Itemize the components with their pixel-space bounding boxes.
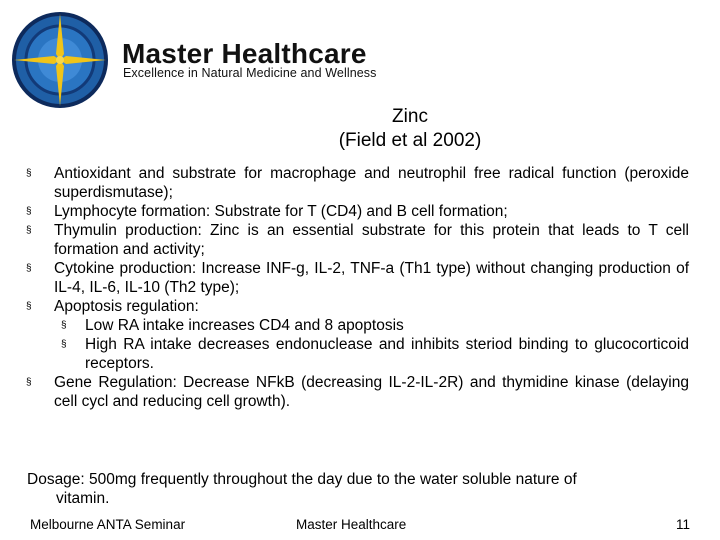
bullet-marker: §: [26, 263, 32, 274]
bullet-text: Thymulin production: Zinc is an essential substrate for this protein that leads to T cell formation and activity;: [54, 222, 689, 258]
brand-tagline: Excellence in Natural Medicine and Wellness: [123, 66, 377, 80]
page-number: 11: [676, 517, 691, 532]
sub-bullet-text: Low RA intake increases CD4 and 8 apoptosis: [85, 317, 404, 334]
bullet-text: Antioxidant and substrate for macrophage and neutrophil free radical function (peroxide superdismutase);: [54, 165, 689, 201]
list-item: [25, 221, 689, 259]
list-item: [25, 202, 689, 221]
slide-title: [50, 105, 720, 153]
list-item: [25, 259, 689, 297]
bullet-text: Cytokine production: Increase INF-g, IL-2, TNF-a (Th1 type) without changing production of IL-4, IL-6, IL-10 (Th2 type);: [54, 260, 689, 296]
footer-event-name: Melbourne ANTA Seminar: [30, 517, 186, 532]
sub-bullet-marker: §: [61, 339, 67, 350]
master-healthcare-logo: [8, 8, 112, 112]
title-line-2: (Field et al 2002): [338, 130, 482, 151]
dosage-line-2: vitamin.: [56, 490, 110, 507]
dosage-line-1: Dosage: 500mg frequently throughout the day due to the water soluble nature of: [27, 471, 577, 488]
bullet-list: [25, 164, 689, 411]
sub-bullet-list: [54, 316, 689, 373]
sub-bullet-text: High RA intake decreases endonuclease and inhibits steriod binding to glucocorticoid receptors.: [85, 336, 689, 372]
list-item: [25, 297, 689, 373]
bullet-marker: §: [26, 377, 32, 388]
list-item: [25, 373, 689, 411]
bullet-text: Gene Regulation: Decrease NFkB (decreasing IL-2-IL-2R) and thymidine kinase (delaying cell cycl and reducing cell growth).: [54, 374, 689, 410]
bullet-marker: §: [26, 301, 32, 312]
bullet-text: Apoptosis regulation:: [54, 298, 199, 315]
list-item: [25, 164, 689, 202]
sub-list-item: [54, 316, 689, 335]
dosage-paragraph: [27, 470, 689, 508]
bullet-text: Lymphocyte formation: Substrate for T (CD4) and B cell formation;: [54, 203, 508, 220]
sub-list-item: [54, 335, 689, 373]
bullet-marker: §: [26, 225, 32, 236]
bullet-marker: §: [26, 206, 32, 217]
bullet-marker: §: [26, 168, 32, 179]
sub-bullet-marker: §: [61, 320, 67, 331]
title-line-1: Zinc: [392, 106, 428, 127]
footer-company-name: Master Healthcare: [296, 517, 407, 532]
brand-name: Master Healthcare: [122, 38, 367, 69]
